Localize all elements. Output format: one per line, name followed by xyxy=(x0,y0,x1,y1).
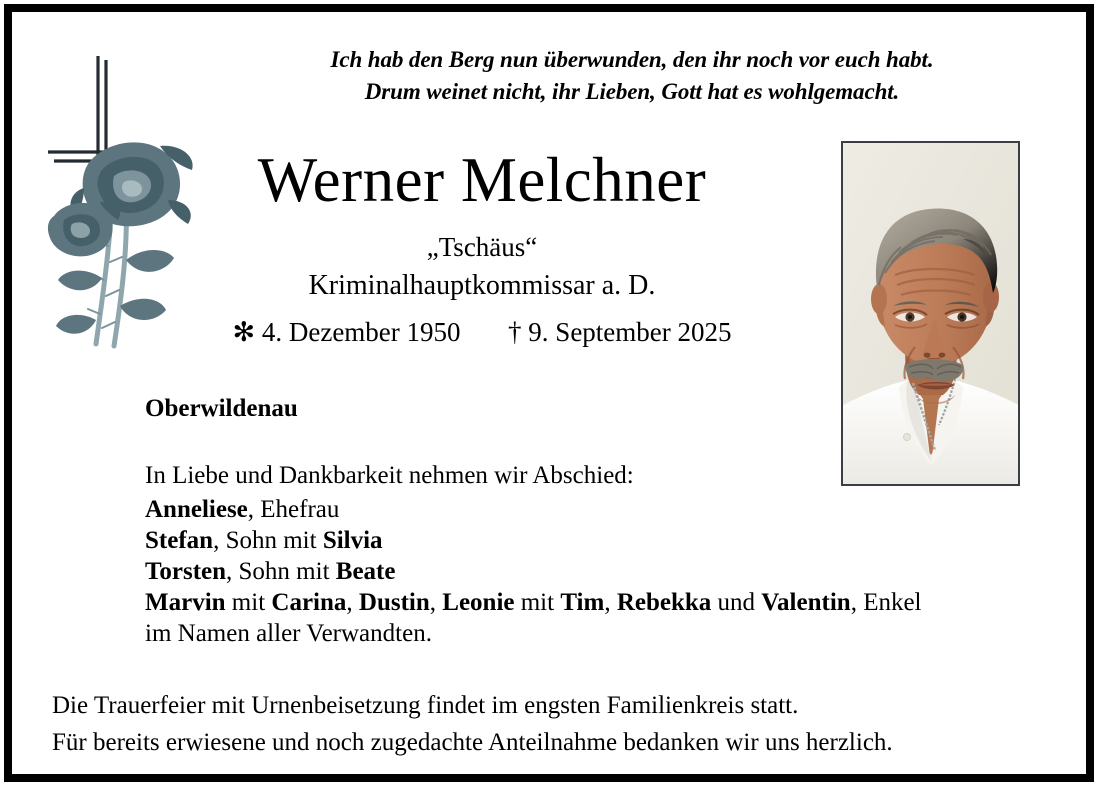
birth-symbol: ✻ xyxy=(232,317,256,347)
mourner-name: Torsten xyxy=(145,558,227,585)
page-title-deceased-name: Werner Melchner xyxy=(257,145,707,215)
mourner-relation: , Sohn mit xyxy=(213,527,323,554)
mourner-name: Stefan xyxy=(145,527,214,554)
mourner-name: Silvia xyxy=(322,527,383,554)
mourner-relation: , xyxy=(429,589,443,616)
mourner-relation: und xyxy=(711,589,762,616)
mourners-list xyxy=(145,494,1025,649)
closing-notes xyxy=(52,687,1052,761)
portrait-illustration xyxy=(843,143,1018,484)
deceased-profession: Kriminalhauptkommissar a. D. xyxy=(308,270,656,301)
mourner-relation: mit xyxy=(225,589,272,616)
mourner-name: Valentin xyxy=(761,589,851,616)
shirt-button xyxy=(903,433,910,440)
death-symbol: † xyxy=(508,317,522,347)
death-date: 9. September 2025 xyxy=(528,317,732,347)
mourner-line xyxy=(145,525,1025,556)
mourner-name: Carina xyxy=(271,589,347,616)
mourners-intro: In Liebe und Dankbarkeit nehmen wir Abschied: xyxy=(145,462,634,489)
mourners-section xyxy=(145,460,1025,649)
mourner-name: Leonie xyxy=(442,589,515,616)
mourner-name: Tim xyxy=(560,589,605,616)
deceased-nickname: „Tschäus“ xyxy=(426,232,538,262)
mourner-relation: , Sohn mit xyxy=(226,558,336,585)
mourner-relation: , xyxy=(604,589,617,616)
mourner-relation: mit xyxy=(514,589,561,616)
memorial-verse xyxy=(222,44,1042,108)
mourner-line xyxy=(145,556,1025,587)
mourner-line xyxy=(145,494,1025,525)
mourner-name: Rebekka xyxy=(616,589,712,616)
verse-line-2: Drum weinet nicht, ihr Lieben, Gott hat es wohlgemacht. xyxy=(364,79,900,104)
mourner-name: Marvin xyxy=(145,589,226,616)
mourner-name: Dustin xyxy=(358,589,430,616)
notice-content xyxy=(12,12,1086,774)
mourner-relation: im Namen aller Verwandten. xyxy=(145,620,432,647)
mourner-relation: , Ehefrau xyxy=(247,496,340,523)
mourner-relation: , Enkel xyxy=(850,589,922,616)
closing-line-2: Für bereits erwiesene und noch zugedachte Anteilnahme bedanken wir uns herzlich. xyxy=(52,729,893,756)
mourner-name: Beate xyxy=(335,558,396,585)
mourner-line xyxy=(145,618,1025,649)
life-dates xyxy=(132,315,832,349)
birth-date: 4. Dezember 1950 xyxy=(261,317,461,347)
portrait-photo xyxy=(841,141,1020,486)
mourner-line xyxy=(145,587,1025,618)
mourner-relation: , xyxy=(346,589,359,616)
place-name: Oberwildenau xyxy=(145,395,298,422)
notice-frame xyxy=(4,4,1094,782)
closing-line-1: Die Trauerfeier mit Urnenbeisetzung findet im engsten Familienkreis statt. xyxy=(52,692,799,719)
verse-line-1: Ich hab den Berg nun überwunden, den ihr noch vor euch habt. xyxy=(330,47,934,72)
mourner-name: Anneliese xyxy=(145,496,248,523)
